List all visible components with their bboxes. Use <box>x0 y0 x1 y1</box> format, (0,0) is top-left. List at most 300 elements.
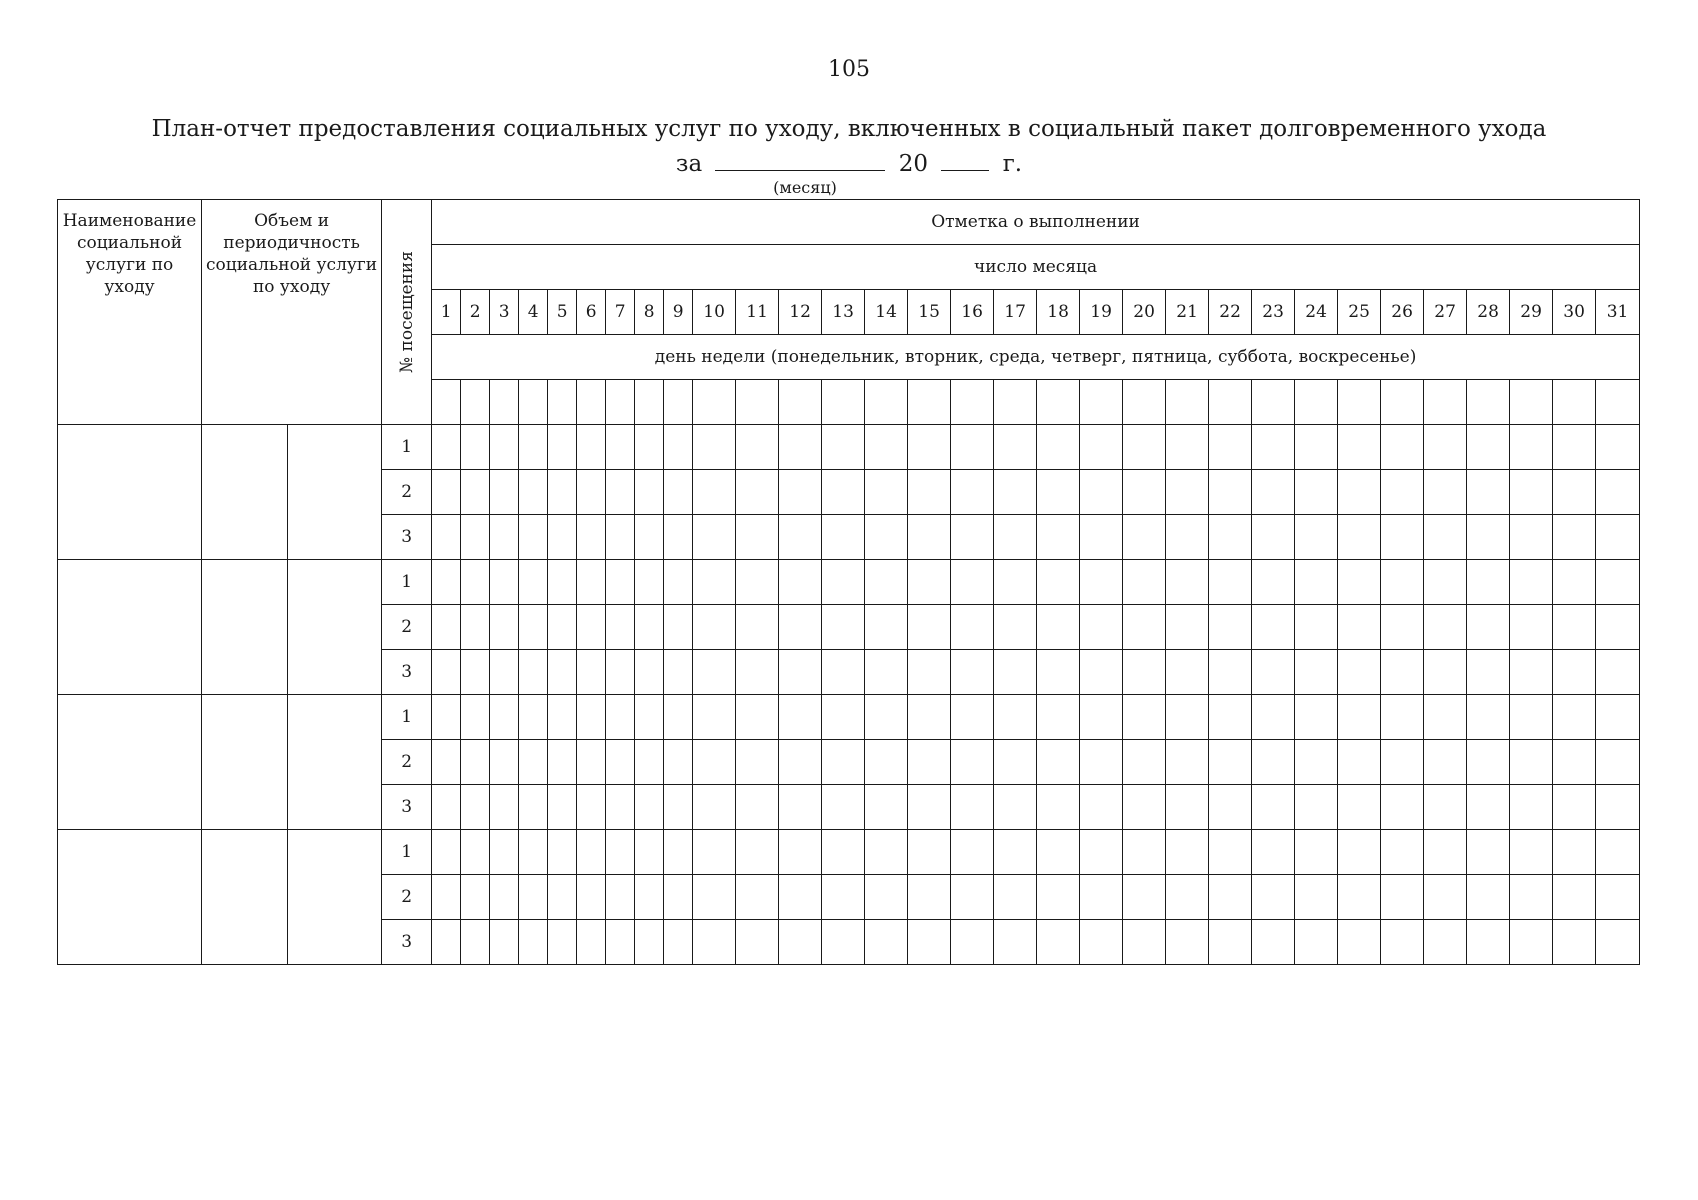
completion-mark-cell[interactable] <box>1123 470 1166 515</box>
completion-mark-cell[interactable] <box>664 515 693 560</box>
completion-mark-cell[interactable] <box>865 425 908 470</box>
completion-mark-cell[interactable] <box>1338 515 1381 560</box>
completion-mark-cell[interactable] <box>1381 515 1424 560</box>
completion-mark-cell[interactable] <box>490 515 519 560</box>
completion-mark-cell[interactable] <box>548 875 577 920</box>
completion-mark-cell[interactable] <box>1037 605 1080 650</box>
completion-mark-cell[interactable] <box>1123 785 1166 830</box>
completion-mark-cell[interactable] <box>1252 920 1295 965</box>
completion-mark-cell[interactable] <box>1166 560 1209 605</box>
completion-mark-cell[interactable] <box>865 470 908 515</box>
completion-mark-cell[interactable] <box>1080 470 1123 515</box>
completion-mark-cell[interactable] <box>1467 785 1510 830</box>
completion-mark-cell[interactable] <box>519 830 548 875</box>
completion-mark-cell[interactable] <box>519 470 548 515</box>
completion-mark-cell[interactable] <box>1338 560 1381 605</box>
completion-mark-cell[interactable] <box>1553 920 1596 965</box>
completion-mark-cell[interactable] <box>1252 560 1295 605</box>
completion-mark-cell[interactable] <box>1596 605 1640 650</box>
completion-mark-cell[interactable] <box>736 515 779 560</box>
completion-mark-cell[interactable] <box>779 425 822 470</box>
completion-mark-cell[interactable] <box>994 605 1037 650</box>
completion-mark-cell[interactable] <box>1467 425 1510 470</box>
weekday-cell-27[interactable] <box>1424 380 1467 425</box>
completion-mark-cell[interactable] <box>736 830 779 875</box>
weekday-cell-30[interactable] <box>1553 380 1596 425</box>
weekday-cell-7[interactable] <box>606 380 635 425</box>
completion-mark-cell[interactable] <box>908 875 951 920</box>
completion-mark-cell[interactable] <box>1037 830 1080 875</box>
completion-mark-cell[interactable] <box>1037 560 1080 605</box>
completion-mark-cell[interactable] <box>1338 920 1381 965</box>
completion-mark-cell[interactable] <box>908 695 951 740</box>
weekday-cell-20[interactable] <box>1123 380 1166 425</box>
completion-mark-cell[interactable] <box>822 740 865 785</box>
completion-mark-cell[interactable] <box>1553 695 1596 740</box>
completion-mark-cell[interactable] <box>1037 740 1080 785</box>
completion-mark-cell[interactable] <box>1553 650 1596 695</box>
periodicity-cell[interactable] <box>288 425 382 560</box>
completion-mark-cell[interactable] <box>577 650 606 695</box>
completion-mark-cell[interactable] <box>432 470 461 515</box>
completion-mark-cell[interactable] <box>519 695 548 740</box>
completion-mark-cell[interactable] <box>994 920 1037 965</box>
periodicity-cell[interactable] <box>288 830 382 965</box>
completion-mark-cell[interactable] <box>1338 785 1381 830</box>
completion-mark-cell[interactable] <box>606 785 635 830</box>
completion-mark-cell[interactable] <box>1596 920 1640 965</box>
completion-mark-cell[interactable] <box>1037 920 1080 965</box>
completion-mark-cell[interactable] <box>994 785 1037 830</box>
completion-mark-cell[interactable] <box>606 830 635 875</box>
weekday-cell-23[interactable] <box>1252 380 1295 425</box>
completion-mark-cell[interactable] <box>1123 605 1166 650</box>
completion-mark-cell[interactable] <box>548 695 577 740</box>
completion-mark-cell[interactable] <box>693 740 736 785</box>
completion-mark-cell[interactable] <box>1123 740 1166 785</box>
completion-mark-cell[interactable] <box>865 695 908 740</box>
completion-mark-cell[interactable] <box>1080 695 1123 740</box>
completion-mark-cell[interactable] <box>1295 560 1338 605</box>
completion-mark-cell[interactable] <box>1553 740 1596 785</box>
completion-mark-cell[interactable] <box>736 605 779 650</box>
completion-mark-cell[interactable] <box>1209 515 1252 560</box>
completion-mark-cell[interactable] <box>779 740 822 785</box>
completion-mark-cell[interactable] <box>1252 875 1295 920</box>
completion-mark-cell[interactable] <box>1381 470 1424 515</box>
completion-mark-cell[interactable] <box>519 425 548 470</box>
completion-mark-cell[interactable] <box>1209 830 1252 875</box>
completion-mark-cell[interactable] <box>519 515 548 560</box>
completion-mark-cell[interactable] <box>1037 875 1080 920</box>
completion-mark-cell[interactable] <box>1037 695 1080 740</box>
completion-mark-cell[interactable] <box>432 695 461 740</box>
completion-mark-cell[interactable] <box>693 605 736 650</box>
completion-mark-cell[interactable] <box>1467 875 1510 920</box>
completion-mark-cell[interactable] <box>1252 650 1295 695</box>
completion-mark-cell[interactable] <box>693 695 736 740</box>
completion-mark-cell[interactable] <box>1338 875 1381 920</box>
completion-mark-cell[interactable] <box>606 695 635 740</box>
completion-mark-cell[interactable] <box>606 605 635 650</box>
completion-mark-cell[interactable] <box>490 650 519 695</box>
completion-mark-cell[interactable] <box>577 695 606 740</box>
completion-mark-cell[interactable] <box>664 605 693 650</box>
completion-mark-cell[interactable] <box>1381 785 1424 830</box>
completion-mark-cell[interactable] <box>432 875 461 920</box>
completion-mark-cell[interactable] <box>548 515 577 560</box>
completion-mark-cell[interactable] <box>822 785 865 830</box>
completion-mark-cell[interactable] <box>577 920 606 965</box>
completion-mark-cell[interactable] <box>1037 515 1080 560</box>
completion-mark-cell[interactable] <box>1338 425 1381 470</box>
weekday-cell-12[interactable] <box>779 380 822 425</box>
completion-mark-cell[interactable] <box>664 875 693 920</box>
completion-mark-cell[interactable] <box>1424 740 1467 785</box>
weekday-cell-3[interactable] <box>490 380 519 425</box>
completion-mark-cell[interactable] <box>1080 830 1123 875</box>
completion-mark-cell[interactable] <box>1252 830 1295 875</box>
completion-mark-cell[interactable] <box>1080 515 1123 560</box>
completion-mark-cell[interactable] <box>577 875 606 920</box>
completion-mark-cell[interactable] <box>1510 740 1553 785</box>
completion-mark-cell[interactable] <box>1080 740 1123 785</box>
completion-mark-cell[interactable] <box>1596 830 1640 875</box>
completion-mark-cell[interactable] <box>736 695 779 740</box>
completion-mark-cell[interactable] <box>822 695 865 740</box>
completion-mark-cell[interactable] <box>1209 920 1252 965</box>
completion-mark-cell[interactable] <box>822 605 865 650</box>
completion-mark-cell[interactable] <box>432 785 461 830</box>
completion-mark-cell[interactable] <box>1467 740 1510 785</box>
completion-mark-cell[interactable] <box>1295 650 1338 695</box>
completion-mark-cell[interactable] <box>1596 515 1640 560</box>
completion-mark-cell[interactable] <box>693 875 736 920</box>
completion-mark-cell[interactable] <box>951 830 994 875</box>
completion-mark-cell[interactable] <box>1424 425 1467 470</box>
completion-mark-cell[interactable] <box>606 560 635 605</box>
service-name-cell[interactable] <box>58 695 202 830</box>
weekday-cell-28[interactable] <box>1467 380 1510 425</box>
completion-mark-cell[interactable] <box>779 875 822 920</box>
completion-mark-cell[interactable] <box>1209 470 1252 515</box>
weekday-cell-15[interactable] <box>908 380 951 425</box>
completion-mark-cell[interactable] <box>432 650 461 695</box>
completion-mark-cell[interactable] <box>951 560 994 605</box>
completion-mark-cell[interactable] <box>779 830 822 875</box>
completion-mark-cell[interactable] <box>908 560 951 605</box>
completion-mark-cell[interactable] <box>490 605 519 650</box>
completion-mark-cell[interactable] <box>865 785 908 830</box>
completion-mark-cell[interactable] <box>1510 515 1553 560</box>
completion-mark-cell[interactable] <box>1338 470 1381 515</box>
completion-mark-cell[interactable] <box>664 560 693 605</box>
completion-mark-cell[interactable] <box>577 470 606 515</box>
completion-mark-cell[interactable] <box>606 920 635 965</box>
completion-mark-cell[interactable] <box>1381 560 1424 605</box>
completion-mark-cell[interactable] <box>779 695 822 740</box>
completion-mark-cell[interactable] <box>693 830 736 875</box>
weekday-cell-8[interactable] <box>635 380 664 425</box>
completion-mark-cell[interactable] <box>1553 470 1596 515</box>
weekday-cell-17[interactable] <box>994 380 1037 425</box>
periodicity-cell[interactable] <box>288 560 382 695</box>
completion-mark-cell[interactable] <box>736 785 779 830</box>
completion-mark-cell[interactable] <box>1510 875 1553 920</box>
weekday-cell-4[interactable] <box>519 380 548 425</box>
completion-mark-cell[interactable] <box>432 515 461 560</box>
completion-mark-cell[interactable] <box>664 740 693 785</box>
completion-mark-cell[interactable] <box>664 695 693 740</box>
weekday-cell-10[interactable] <box>693 380 736 425</box>
volume-cell[interactable] <box>202 425 288 560</box>
completion-mark-cell[interactable] <box>822 920 865 965</box>
completion-mark-cell[interactable] <box>951 425 994 470</box>
completion-mark-cell[interactable] <box>635 515 664 560</box>
completion-mark-cell[interactable] <box>1252 425 1295 470</box>
completion-mark-cell[interactable] <box>1381 830 1424 875</box>
completion-mark-cell[interactable] <box>606 650 635 695</box>
completion-mark-cell[interactable] <box>736 470 779 515</box>
completion-mark-cell[interactable] <box>1596 785 1640 830</box>
completion-mark-cell[interactable] <box>461 605 490 650</box>
completion-mark-cell[interactable] <box>951 785 994 830</box>
completion-mark-cell[interactable] <box>548 650 577 695</box>
completion-mark-cell[interactable] <box>1467 470 1510 515</box>
completion-mark-cell[interactable] <box>779 515 822 560</box>
completion-mark-cell[interactable] <box>1553 875 1596 920</box>
completion-mark-cell[interactable] <box>1080 605 1123 650</box>
weekday-cell-26[interactable] <box>1381 380 1424 425</box>
completion-mark-cell[interactable] <box>1510 470 1553 515</box>
service-name-cell[interactable] <box>58 830 202 965</box>
completion-mark-cell[interactable] <box>1467 515 1510 560</box>
completion-mark-cell[interactable] <box>1295 425 1338 470</box>
completion-mark-cell[interactable] <box>1467 605 1510 650</box>
completion-mark-cell[interactable] <box>1381 920 1424 965</box>
completion-mark-cell[interactable] <box>1510 695 1553 740</box>
weekday-cell-22[interactable] <box>1209 380 1252 425</box>
completion-mark-cell[interactable] <box>693 785 736 830</box>
completion-mark-cell[interactable] <box>994 650 1037 695</box>
completion-mark-cell[interactable] <box>635 920 664 965</box>
weekday-cell-19[interactable] <box>1080 380 1123 425</box>
completion-mark-cell[interactable] <box>432 920 461 965</box>
weekday-cell-14[interactable] <box>865 380 908 425</box>
completion-mark-cell[interactable] <box>519 560 548 605</box>
completion-mark-cell[interactable] <box>951 605 994 650</box>
completion-mark-cell[interactable] <box>606 470 635 515</box>
month-blank-field[interactable] <box>715 146 885 171</box>
completion-mark-cell[interactable] <box>1381 650 1424 695</box>
completion-mark-cell[interactable] <box>779 560 822 605</box>
completion-mark-cell[interactable] <box>548 605 577 650</box>
completion-mark-cell[interactable] <box>635 470 664 515</box>
completion-mark-cell[interactable] <box>736 920 779 965</box>
completion-mark-cell[interactable] <box>1338 830 1381 875</box>
completion-mark-cell[interactable] <box>1252 605 1295 650</box>
completion-mark-cell[interactable] <box>1596 650 1640 695</box>
completion-mark-cell[interactable] <box>461 470 490 515</box>
completion-mark-cell[interactable] <box>490 785 519 830</box>
weekday-cell-25[interactable] <box>1338 380 1381 425</box>
completion-mark-cell[interactable] <box>1123 695 1166 740</box>
completion-mark-cell[interactable] <box>1209 695 1252 740</box>
completion-mark-cell[interactable] <box>1467 920 1510 965</box>
completion-mark-cell[interactable] <box>1381 740 1424 785</box>
weekday-cell-29[interactable] <box>1510 380 1553 425</box>
completion-mark-cell[interactable] <box>1252 695 1295 740</box>
completion-mark-cell[interactable] <box>1166 740 1209 785</box>
completion-mark-cell[interactable] <box>1467 830 1510 875</box>
completion-mark-cell[interactable] <box>951 470 994 515</box>
weekday-cell-24[interactable] <box>1295 380 1338 425</box>
completion-mark-cell[interactable] <box>908 515 951 560</box>
completion-mark-cell[interactable] <box>1424 695 1467 740</box>
completion-mark-cell[interactable] <box>693 515 736 560</box>
completion-mark-cell[interactable] <box>1381 425 1424 470</box>
weekday-cell-6[interactable] <box>577 380 606 425</box>
completion-mark-cell[interactable] <box>822 875 865 920</box>
completion-mark-cell[interactable] <box>577 785 606 830</box>
weekday-cell-1[interactable] <box>432 380 461 425</box>
completion-mark-cell[interactable] <box>865 560 908 605</box>
completion-mark-cell[interactable] <box>1424 560 1467 605</box>
completion-mark-cell[interactable] <box>1596 560 1640 605</box>
completion-mark-cell[interactable] <box>1510 560 1553 605</box>
completion-mark-cell[interactable] <box>1295 785 1338 830</box>
completion-mark-cell[interactable] <box>548 740 577 785</box>
completion-mark-cell[interactable] <box>1166 875 1209 920</box>
completion-mark-cell[interactable] <box>1123 920 1166 965</box>
completion-mark-cell[interactable] <box>1510 785 1553 830</box>
completion-mark-cell[interactable] <box>577 560 606 605</box>
completion-mark-cell[interactable] <box>693 650 736 695</box>
completion-mark-cell[interactable] <box>1037 785 1080 830</box>
completion-mark-cell[interactable] <box>693 560 736 605</box>
weekday-cell-11[interactable] <box>736 380 779 425</box>
completion-mark-cell[interactable] <box>1338 605 1381 650</box>
completion-mark-cell[interactable] <box>822 425 865 470</box>
completion-mark-cell[interactable] <box>1166 695 1209 740</box>
completion-mark-cell[interactable] <box>779 605 822 650</box>
completion-mark-cell[interactable] <box>822 650 865 695</box>
completion-mark-cell[interactable] <box>664 650 693 695</box>
completion-mark-cell[interactable] <box>1467 695 1510 740</box>
completion-mark-cell[interactable] <box>519 605 548 650</box>
completion-mark-cell[interactable] <box>1295 515 1338 560</box>
completion-mark-cell[interactable] <box>664 920 693 965</box>
completion-mark-cell[interactable] <box>490 560 519 605</box>
completion-mark-cell[interactable] <box>1252 470 1295 515</box>
completion-mark-cell[interactable] <box>1510 605 1553 650</box>
completion-mark-cell[interactable] <box>664 785 693 830</box>
completion-mark-cell[interactable] <box>822 470 865 515</box>
completion-mark-cell[interactable] <box>693 470 736 515</box>
completion-mark-cell[interactable] <box>865 920 908 965</box>
completion-mark-cell[interactable] <box>664 470 693 515</box>
completion-mark-cell[interactable] <box>635 785 664 830</box>
completion-mark-cell[interactable] <box>635 425 664 470</box>
completion-mark-cell[interactable] <box>490 830 519 875</box>
completion-mark-cell[interactable] <box>577 515 606 560</box>
completion-mark-cell[interactable] <box>736 740 779 785</box>
completion-mark-cell[interactable] <box>1295 875 1338 920</box>
completion-mark-cell[interactable] <box>951 920 994 965</box>
completion-mark-cell[interactable] <box>490 875 519 920</box>
completion-mark-cell[interactable] <box>1424 920 1467 965</box>
completion-mark-cell[interactable] <box>822 560 865 605</box>
completion-mark-cell[interactable] <box>577 605 606 650</box>
completion-mark-cell[interactable] <box>908 470 951 515</box>
completion-mark-cell[interactable] <box>994 425 1037 470</box>
completion-mark-cell[interactable] <box>461 830 490 875</box>
completion-mark-cell[interactable] <box>548 560 577 605</box>
completion-mark-cell[interactable] <box>432 560 461 605</box>
completion-mark-cell[interactable] <box>1166 470 1209 515</box>
weekday-cell-2[interactable] <box>461 380 490 425</box>
completion-mark-cell[interactable] <box>432 425 461 470</box>
completion-mark-cell[interactable] <box>1209 740 1252 785</box>
completion-mark-cell[interactable] <box>1381 695 1424 740</box>
completion-mark-cell[interactable] <box>461 425 490 470</box>
completion-mark-cell[interactable] <box>779 470 822 515</box>
completion-mark-cell[interactable] <box>1166 785 1209 830</box>
completion-mark-cell[interactable] <box>1080 920 1123 965</box>
completion-mark-cell[interactable] <box>1553 560 1596 605</box>
completion-mark-cell[interactable] <box>1553 515 1596 560</box>
completion-mark-cell[interactable] <box>1510 650 1553 695</box>
completion-mark-cell[interactable] <box>951 695 994 740</box>
completion-mark-cell[interactable] <box>908 740 951 785</box>
completion-mark-cell[interactable] <box>577 425 606 470</box>
completion-mark-cell[interactable] <box>693 425 736 470</box>
completion-mark-cell[interactable] <box>779 785 822 830</box>
completion-mark-cell[interactable] <box>432 605 461 650</box>
completion-mark-cell[interactable] <box>994 695 1037 740</box>
completion-mark-cell[interactable] <box>519 785 548 830</box>
completion-mark-cell[interactable] <box>1209 560 1252 605</box>
completion-mark-cell[interactable] <box>548 785 577 830</box>
volume-cell[interactable] <box>202 560 288 695</box>
completion-mark-cell[interactable] <box>461 650 490 695</box>
completion-mark-cell[interactable] <box>490 920 519 965</box>
completion-mark-cell[interactable] <box>865 875 908 920</box>
completion-mark-cell[interactable] <box>1123 425 1166 470</box>
completion-mark-cell[interactable] <box>1553 785 1596 830</box>
year-blank-field[interactable] <box>941 146 989 171</box>
completion-mark-cell[interactable] <box>461 515 490 560</box>
completion-mark-cell[interactable] <box>1295 695 1338 740</box>
completion-mark-cell[interactable] <box>1123 830 1166 875</box>
completion-mark-cell[interactable] <box>635 740 664 785</box>
completion-mark-cell[interactable] <box>908 650 951 695</box>
completion-mark-cell[interactable] <box>1553 605 1596 650</box>
completion-mark-cell[interactable] <box>1381 875 1424 920</box>
completion-mark-cell[interactable] <box>635 650 664 695</box>
completion-mark-cell[interactable] <box>548 830 577 875</box>
completion-mark-cell[interactable] <box>994 515 1037 560</box>
completion-mark-cell[interactable] <box>908 425 951 470</box>
completion-mark-cell[interactable] <box>1252 515 1295 560</box>
completion-mark-cell[interactable] <box>1510 830 1553 875</box>
completion-mark-cell[interactable] <box>519 920 548 965</box>
completion-mark-cell[interactable] <box>1123 515 1166 560</box>
completion-mark-cell[interactable] <box>1596 875 1640 920</box>
completion-mark-cell[interactable] <box>432 740 461 785</box>
service-name-cell[interactable] <box>58 425 202 560</box>
completion-mark-cell[interactable] <box>1166 650 1209 695</box>
